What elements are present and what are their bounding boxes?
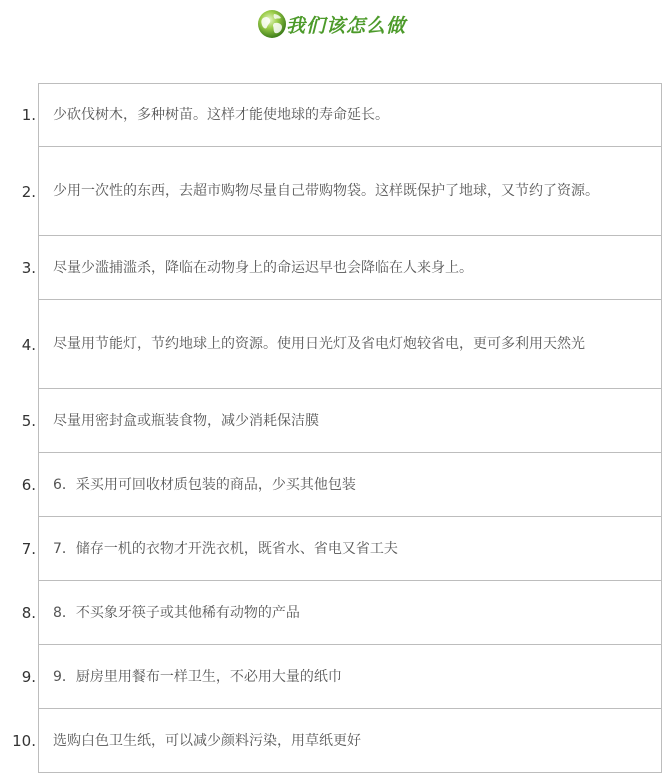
page-title: 我们该怎么做 xyxy=(285,14,406,37)
item-text: 6．采买用可回收材质包装的商品，少买其他包装 xyxy=(38,453,662,517)
list-item xyxy=(0,645,672,709)
item-text: 少砍伐树木，多种树苗。这样才能使地球的寿命延长。 xyxy=(38,83,662,147)
item-number: 10. xyxy=(12,732,36,750)
item-number: 2. xyxy=(21,182,36,201)
item-number: 9. xyxy=(21,668,36,686)
list-item xyxy=(0,236,672,300)
item-text: 8．不买象牙筷子或其他稀有动物的产品 xyxy=(38,581,662,645)
list-item xyxy=(0,709,672,773)
page-header xyxy=(0,8,672,40)
list-item xyxy=(0,300,672,389)
globe-icon xyxy=(256,8,288,40)
list-item xyxy=(0,581,672,645)
list-item xyxy=(0,453,672,517)
item-number: 7. xyxy=(21,540,36,558)
tips-list xyxy=(0,83,672,773)
list-item xyxy=(0,83,672,147)
list-item xyxy=(0,147,672,236)
item-text: 尽量用节能灯，节约地球上的资源。使用日光灯及省电灯炮较省电，更可多利用天然光 xyxy=(38,300,662,389)
item-number: 6. xyxy=(21,476,36,494)
item-text: 少用一次性的东西，去超市购物尽量自己带购物袋。这样既保护了地球，又节约了资源。 xyxy=(38,147,662,236)
item-text: 选购白色卫生纸，可以减少颜料污染，用草纸更好 xyxy=(38,709,662,773)
list-item xyxy=(0,517,672,581)
item-text: 9．厨房里用餐布一样卫生，不必用大量的纸巾 xyxy=(38,645,662,709)
item-number: 3. xyxy=(21,259,36,277)
item-text: 尽量用密封盒或瓶装食物，减少消耗保洁膜 xyxy=(38,389,662,453)
item-text: 尽量少滥捕滥杀，降临在动物身上的命运迟早也会降临在人来身上。 xyxy=(38,236,662,300)
list-item xyxy=(0,389,672,453)
item-number: 8. xyxy=(21,604,36,622)
item-number: 1. xyxy=(21,106,36,124)
item-text: 7．储存一机的衣物才开洗衣机，既省水、省电又省工夫 xyxy=(38,517,662,581)
item-number: 5. xyxy=(21,412,36,430)
item-number: 4. xyxy=(21,335,36,354)
